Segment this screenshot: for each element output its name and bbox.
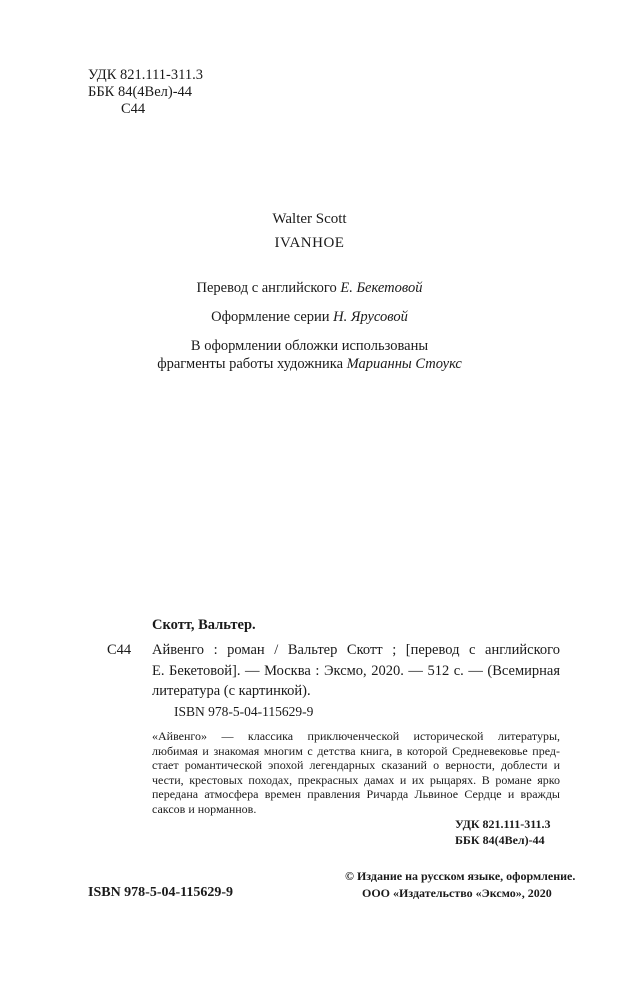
copyright-line: © Издание на русском языке, оформление.	[345, 869, 576, 883]
publisher-line: ООО «Издательство «Эксмо», 2020	[362, 886, 552, 900]
isbn-footer: ISBN 978-5-04-115629-9	[88, 885, 234, 900]
bib-line: Е. Бекетовой]. — Москва : Эксмо, 2020. — 512 с. — (Всемирная	[152, 662, 560, 679]
translator-label: Перевод с английского	[196, 280, 337, 296]
cover-credit-line1: В оформлении обложки использованы	[190, 338, 429, 354]
original-author: Walter Scott	[272, 211, 347, 227]
bibliographic-description	[152, 640, 560, 702]
udk-code-bottom: УДК 821.111-311.3	[455, 817, 551, 831]
cover-artist-name: Марианны Стоукс	[346, 356, 462, 372]
bib-line: Айвенго : роман / Вальтер Скотт ; [перевод с английского	[152, 642, 560, 658]
annotation-line: любимая и знакомая многим с детства книга, в которой Средневековье пред-	[152, 743, 560, 758]
translator-credit	[0, 279, 619, 298]
translator-name: Е. Бекетовой	[340, 280, 423, 296]
bbk-code: ББК 84(4Вел)-44	[88, 84, 193, 100]
cover-credit-line2	[0, 355, 619, 374]
bib-line: литература (с картинкой).	[152, 683, 311, 699]
series-label: Оформление серии	[211, 309, 330, 325]
annotation	[152, 729, 560, 817]
series-design-credit	[0, 308, 619, 327]
annotation-line: «Айвенго» — классика приключенческой исторической литературы,	[152, 729, 560, 743]
udk-code: УДК 821.111-311.3	[88, 67, 203, 83]
original-title: IVANHOE	[274, 235, 345, 251]
bibliographic-isbn: ISBN 978-5-04-115629-9	[174, 704, 314, 719]
annotation-line: стает романтической эпохой легендарных сказаний о верности, доблести и	[152, 758, 560, 773]
annotation-line: передана атмосфера времен правления Ричарда Львиное Сердце и вражды	[152, 787, 560, 802]
author-mark: С44	[121, 101, 146, 117]
annotation-line: чести, крестовых походах, прекрасных дамах и их рыцарях. В романе ярко	[152, 772, 560, 787]
cover-credit-label: фрагменты работы художника	[157, 356, 344, 372]
bibliographic-code: С44	[107, 642, 132, 658]
annotation-line: саксов и норманнов.	[152, 801, 257, 816]
series-designer-name: Н. Ярусовой	[333, 309, 408, 325]
bbk-code-bottom: ББК 84(4Вел)-44	[455, 833, 545, 847]
bibliographic-author: Скотт, Вальтер.	[152, 617, 256, 633]
